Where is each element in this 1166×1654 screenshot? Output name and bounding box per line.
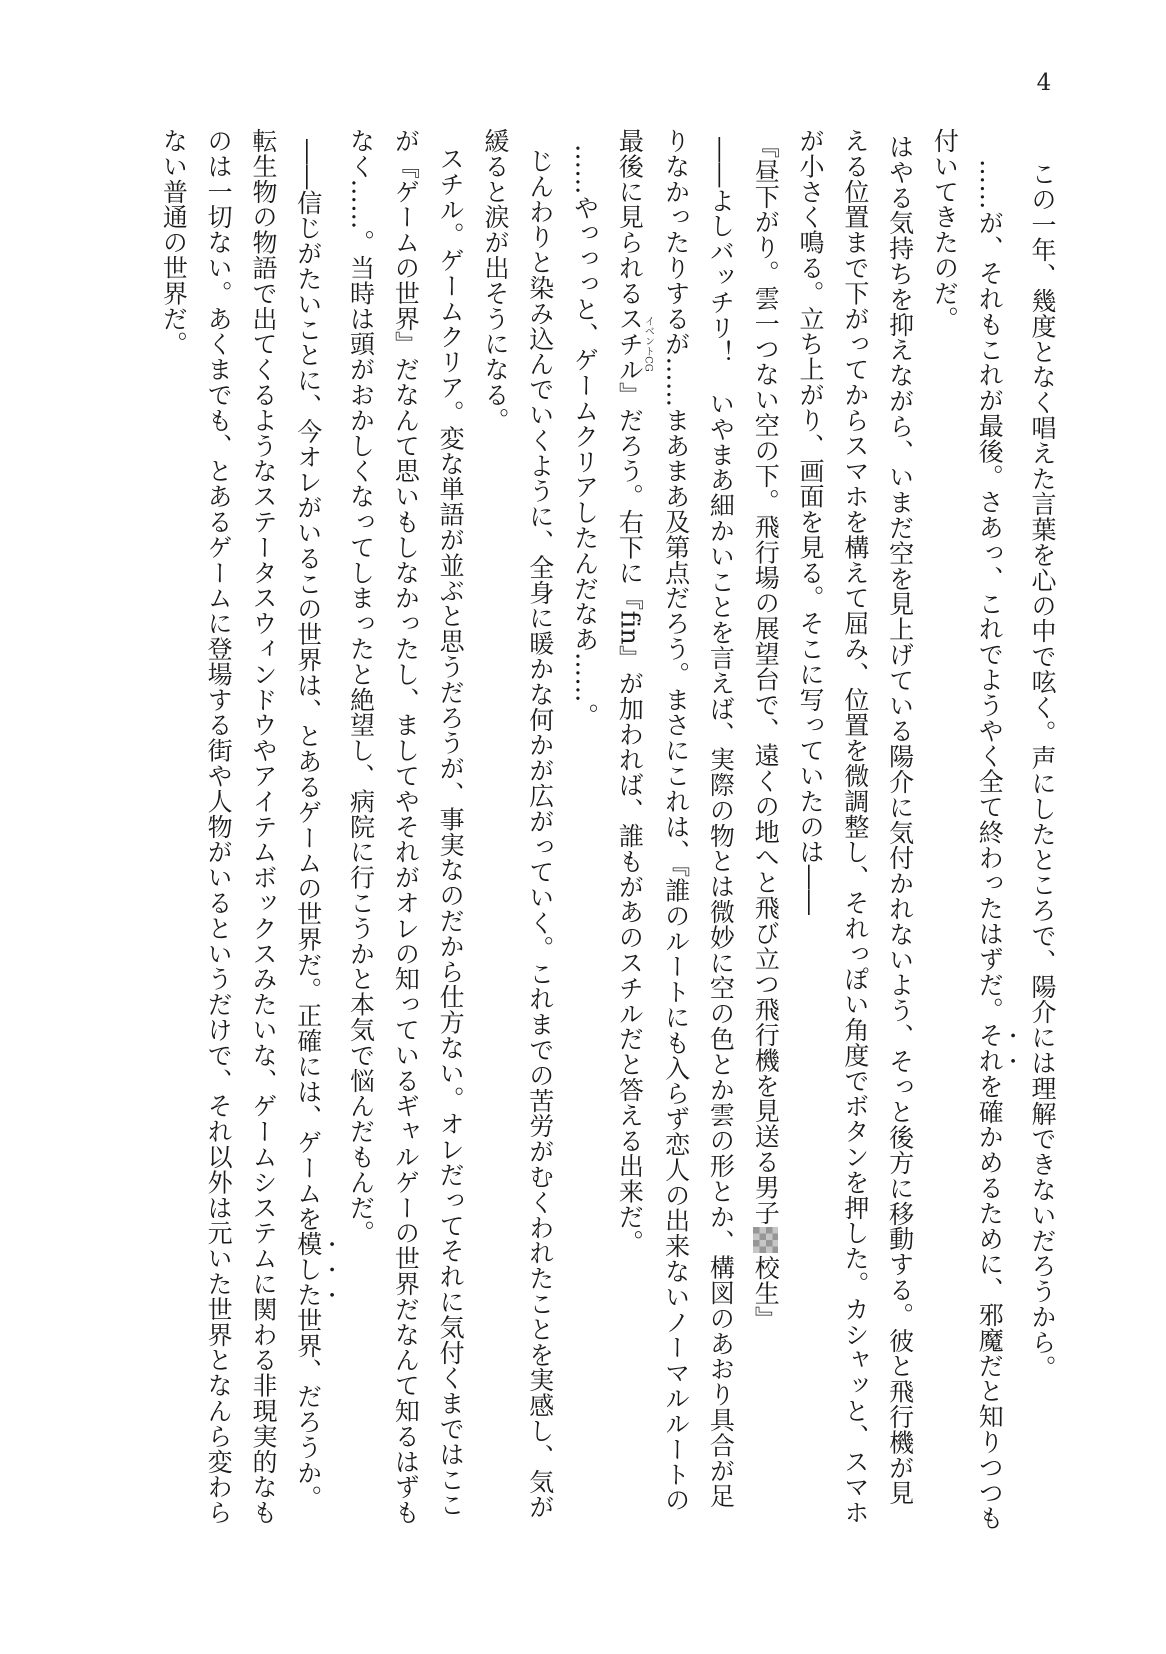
text-run: ――信じがたいことに、今オレがいるこの世界は、とあるゲームの世界だ。正確には、ゲームを bbox=[293, 139, 323, 1232]
text-run: のは一切ない。あくまでも、とあるゲームに登場する街や人物がいるというだけで、それ以外は元いた世界となんら変わら bbox=[204, 128, 234, 1525]
text-run: スチル。ゲームクリア。変な単語が並ぶと思うだろうが、事実なのだから仕方ない。オレだってそれに気付くまではここ bbox=[436, 146, 466, 1518]
text-block bbox=[159, 128, 1064, 1540]
text-run: 』が加われば、誰もがあのスチルだと答える出来だ。 bbox=[615, 645, 645, 1255]
text-run: が『ゲームの世界』だなんて思いもしなかったし、ましてやそれがオレの知っているギャルゲーの世界だなんて知るはずも bbox=[391, 128, 421, 1525]
text-line bbox=[607, 128, 653, 1540]
text-line bbox=[338, 128, 383, 1540]
text-run: を確かめるために、邪魔だと知りつつも bbox=[975, 1073, 1005, 1531]
ruby-annotated-text: スチルイベントCG bbox=[615, 305, 654, 383]
text-run: ない普通の世界だ。 bbox=[159, 128, 189, 357]
text-line bbox=[427, 128, 472, 1558]
text-line bbox=[240, 128, 285, 1540]
text-line bbox=[1019, 128, 1064, 1573]
text-run: 最後に見られる bbox=[615, 128, 645, 306]
text-run: はやる気持ちを抑えながら、いまだ空を見上げている陽介に気付かれないよう、そっと後方に移動する。彼と飛行機が見 bbox=[885, 134, 915, 1506]
emphasized-text: 模した bbox=[293, 1231, 323, 1308]
text-line bbox=[285, 128, 338, 1551]
text-run: ……が、それもこれが最後。さあっ、これでようやく全て終わったはずだ。 bbox=[975, 159, 1005, 1023]
censored-glyph bbox=[753, 1227, 778, 1253]
text-line bbox=[966, 128, 1019, 1571]
text-line bbox=[383, 128, 428, 1540]
text-run: ――よしバッチリ！ いやまあ細かいことを言えば、実際の物とは微妙に空の色とか雲の形とか、構図のあおり具合が足 bbox=[706, 137, 736, 1509]
text-run: 『昼下がり。雲一つない空の下。飛行場の展望台で、遠くの地へと飛び立つ飛行機を見送る男子 bbox=[751, 133, 781, 1226]
text-run: 』だろう。右下に『 bbox=[615, 382, 645, 611]
text-run: りなかったりするが……まあまあ及第点だろう。まさにこれは、『誰のルートにも入らず恋人の出来ないノーマルルートの bbox=[661, 128, 691, 1513]
emphasized-text: それ bbox=[975, 1022, 1005, 1074]
text-line bbox=[922, 128, 967, 1540]
latin-text-run: fin bbox=[615, 610, 645, 646]
text-line bbox=[195, 128, 240, 1540]
text-line bbox=[832, 128, 877, 1540]
text-line bbox=[698, 128, 743, 1549]
text-run: 校生』 bbox=[751, 1255, 781, 1332]
text-run: 世界、だろうか。 bbox=[293, 1307, 323, 1511]
text-line bbox=[517, 128, 562, 1560]
text-run: この一年、幾度となく唱えた言葉を心の中で呟く。声にしたところで、陽介には理解できないだろうから。 bbox=[1028, 161, 1057, 1381]
text-line bbox=[653, 128, 698, 1540]
text-run: 転生物の物語で出てくるようなステータスウィンドウやアイテムボックスみたいな、ゲームシステムに関わる非現実的なも bbox=[248, 128, 278, 1525]
text-line bbox=[787, 128, 832, 1540]
text-run: が小さく鳴る。立ち上がり、画面を見る。そこに写っていたのは―― bbox=[796, 128, 826, 916]
text-run: じんわりと染み込んでいくように、全身に暖かな何かが広がっていく。これまでの苦労がむくわれたことを実感し、気が bbox=[525, 148, 555, 1520]
text-line bbox=[562, 128, 607, 1556]
text-run: 緩ると涙が出そうになる。 bbox=[480, 128, 510, 433]
text-run: なく……。当時は頭がおかしくなってしまったと絶望し、病院に行こうかと本気で悩んだもんだ。 bbox=[346, 128, 376, 1246]
text-line bbox=[877, 128, 922, 1546]
text-line bbox=[151, 128, 196, 1540]
page-number: 4 bbox=[1036, 70, 1052, 96]
text-run: える位置まで下がってからスマホを構えて屈み、位置を微調整し、それっぽい角度でボタンを押した。カシャッと、スマホ bbox=[840, 128, 870, 1525]
text-line bbox=[472, 128, 517, 1540]
text-run: ……やっっっと、ゲームクリアしたんだなあ……。 bbox=[570, 144, 600, 729]
text-line bbox=[742, 128, 787, 1545]
text-run: 付いてきたのだ。 bbox=[930, 128, 960, 332]
